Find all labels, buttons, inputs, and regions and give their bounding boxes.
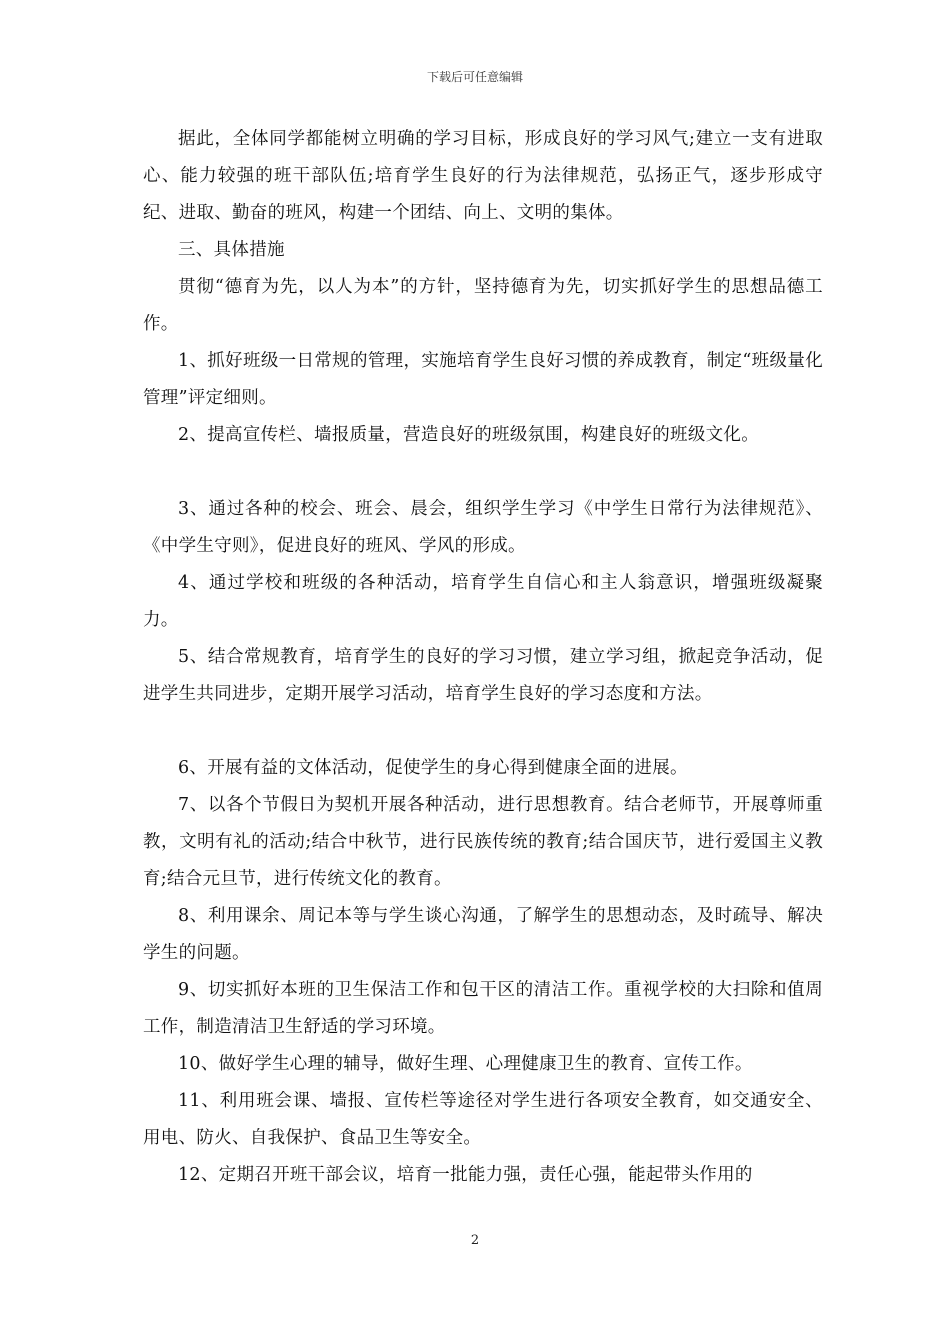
paragraph-item-4: 4、通过学校和班级的各种活动，培育学生自信心和主人翁意识，增强班级凝聚力。 — [143, 573, 823, 630]
paragraph-goal: 据此，全体同学都能树立明确的学习目标，形成良好的学习风气;建立一支有进取心、能力较强的班干部队伍;培育学生良好的行为法律规范，弘扬正气，逐步形成守纪、进取、勤奋的班风，构建一个团结、向上、文明的集体。 — [143, 129, 823, 223]
paragraph-policy: 贯彻“德育为先，以人为本”的方针，坚持德育为先，切实抓好学生的思想品德工作。 — [143, 277, 823, 334]
paragraph-item-5: 5、结合常规教育，培育学生的良好的学习习惯，建立学习组，掀起竞争活动，促进学生共同进步，定期开展学习活动，培育学生良好的学习态度和方法。 — [143, 647, 823, 704]
paragraph-item-3: 3、通过各种的校会、班会、晨会，组织学生学习《中学生日常行为法律规范》、《中学生守则》，促进良好的班风、学风的形成。 — [143, 499, 823, 556]
paragraph-item-1: 1、抓好班级一日常规的管理，实施培育学生良好习惯的养成教育，制定“班级量化管理”评定细则。 — [143, 351, 823, 408]
paragraph-item-2: 2、提高宣传栏、墙报质量，营造良好的班级氛围，构建良好的班级文化。 — [178, 425, 760, 445]
section-heading-measures: 三、具体措施 — [178, 240, 285, 260]
paragraph-item-10: 10、做好学生心理的辅导，做好生理、心理健康卫生的教育、宣传工作。 — [178, 1054, 753, 1074]
paragraph-item-12: 12、定期召开班干部会议，培育一批能力强，责任心强，能起带头作用的 — [178, 1165, 753, 1185]
paragraph-item-9: 9、切实抓好本班的卫生保洁工作和包干区的清洁工作。重视学校的大扫除和值周工作，制造清洁卫生舒适的学习环境。 — [143, 980, 823, 1037]
page-number: 2 — [470, 1233, 480, 1248]
paragraph-spacer — [143, 454, 823, 491]
document-body — [143, 121, 823, 1194]
paragraph-item-7: 7、以各个节假日为契机开展各种活动，进行思想教育。结合老师节，开展尊师重教，文明有礼的活动;结合中秋节，进行民族传统的教育;结合国庆节，进行爱国主义教育;结合元旦节，进行传统文化的教育。 — [143, 795, 823, 889]
page-header: 下载后可任意编辑 — [426, 70, 523, 84]
paragraph-item-6: 6、开展有益的文体活动，促使学生的身心得到健康全面的进展。 — [178, 758, 688, 778]
paragraph-item-11: 11、利用班会课、墙报、宣传栏等途径对学生进行各项安全教育，如交通安全、用电、防火、自我保护、食品卫生等安全。 — [143, 1091, 823, 1148]
paragraph-item-8: 8、利用课余、周记本等与学生谈心沟通，了解学生的思想动态，及时疏导、解决学生的问题。 — [143, 906, 823, 963]
paragraph-spacer — [143, 713, 823, 750]
